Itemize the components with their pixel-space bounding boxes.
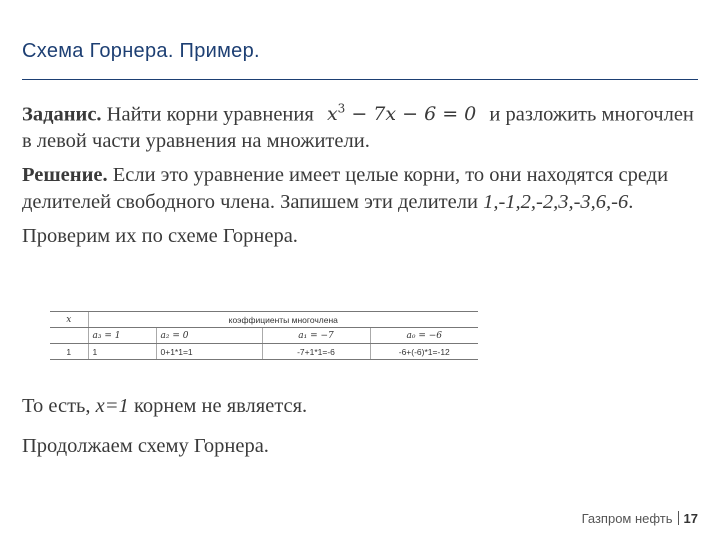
- conclusion-paragraph: [22, 393, 698, 420]
- solution-paragraph: [22, 162, 698, 216]
- equation-base: x: [326, 103, 338, 126]
- table-row-remainder: -6+(-6)*1=-12: [370, 344, 478, 360]
- table-coeff-a1: a₁ = −7: [262, 328, 370, 344]
- slide-body: [22, 96, 698, 257]
- table-coeff-a0: a₀ = −6: [370, 328, 478, 344]
- title-divider: [22, 79, 698, 80]
- continue-paragraph: Продолжаем схему Горнера.: [22, 435, 269, 457]
- conclusion-text-before: То есть,: [22, 395, 91, 417]
- solution-end: .: [628, 191, 634, 214]
- table-row: [50, 344, 478, 360]
- footer-brand: Газпром нефть: [581, 511, 673, 526]
- table-header-x: x: [50, 312, 88, 328]
- conclusion-expr: x=1: [95, 395, 129, 417]
- task-text-after: и разложить многочлен в левой части уравнения на множители.: [22, 103, 694, 153]
- horner-table: [50, 311, 478, 360]
- page-number: 17: [683, 511, 698, 526]
- slide-title: Схема Горнера. Пример.: [22, 40, 260, 62]
- table-coeff-a2: a₂ = 0: [156, 328, 262, 344]
- equation: [327, 103, 476, 125]
- conclusion-text-after: корнем не является.: [133, 395, 308, 417]
- slide-body-lower: [22, 393, 698, 473]
- table-row-b0: -7+1*1=-6: [262, 344, 370, 360]
- check-paragraph: Проверим их по схеме Горнера.: [22, 225, 298, 248]
- solution-label: Решение.: [22, 164, 108, 187]
- task-paragraph: [22, 96, 698, 155]
- equation-rest: − 7x − 6 = 0: [345, 103, 477, 126]
- table-coeff-a3: a₃ = 1: [88, 328, 156, 344]
- table-coeff-row: [50, 328, 478, 344]
- footer: [582, 511, 698, 526]
- divisors-list: 1,-1,2,-2,3,-3,6,-6: [483, 191, 629, 214]
- footer-separator: [678, 511, 679, 525]
- table-header-row: [50, 312, 478, 328]
- equation-exponent: 3: [337, 102, 346, 116]
- table-row-b2: 1: [88, 344, 156, 360]
- table-row-x: 1: [50, 344, 88, 360]
- table-row-b1: 0+1*1=1: [156, 344, 262, 360]
- table-header-coeffs: коэффициенты многочлена: [88, 312, 478, 328]
- solution-text: Если это уравнение имеет целые корни, то они находятся среди делителей свободного члена. Запишем эти делители: [22, 164, 669, 214]
- table-cell-empty: [50, 328, 88, 344]
- task-label: Заданис.: [22, 103, 102, 126]
- task-text-before: Найти корни уравнения: [106, 103, 314, 126]
